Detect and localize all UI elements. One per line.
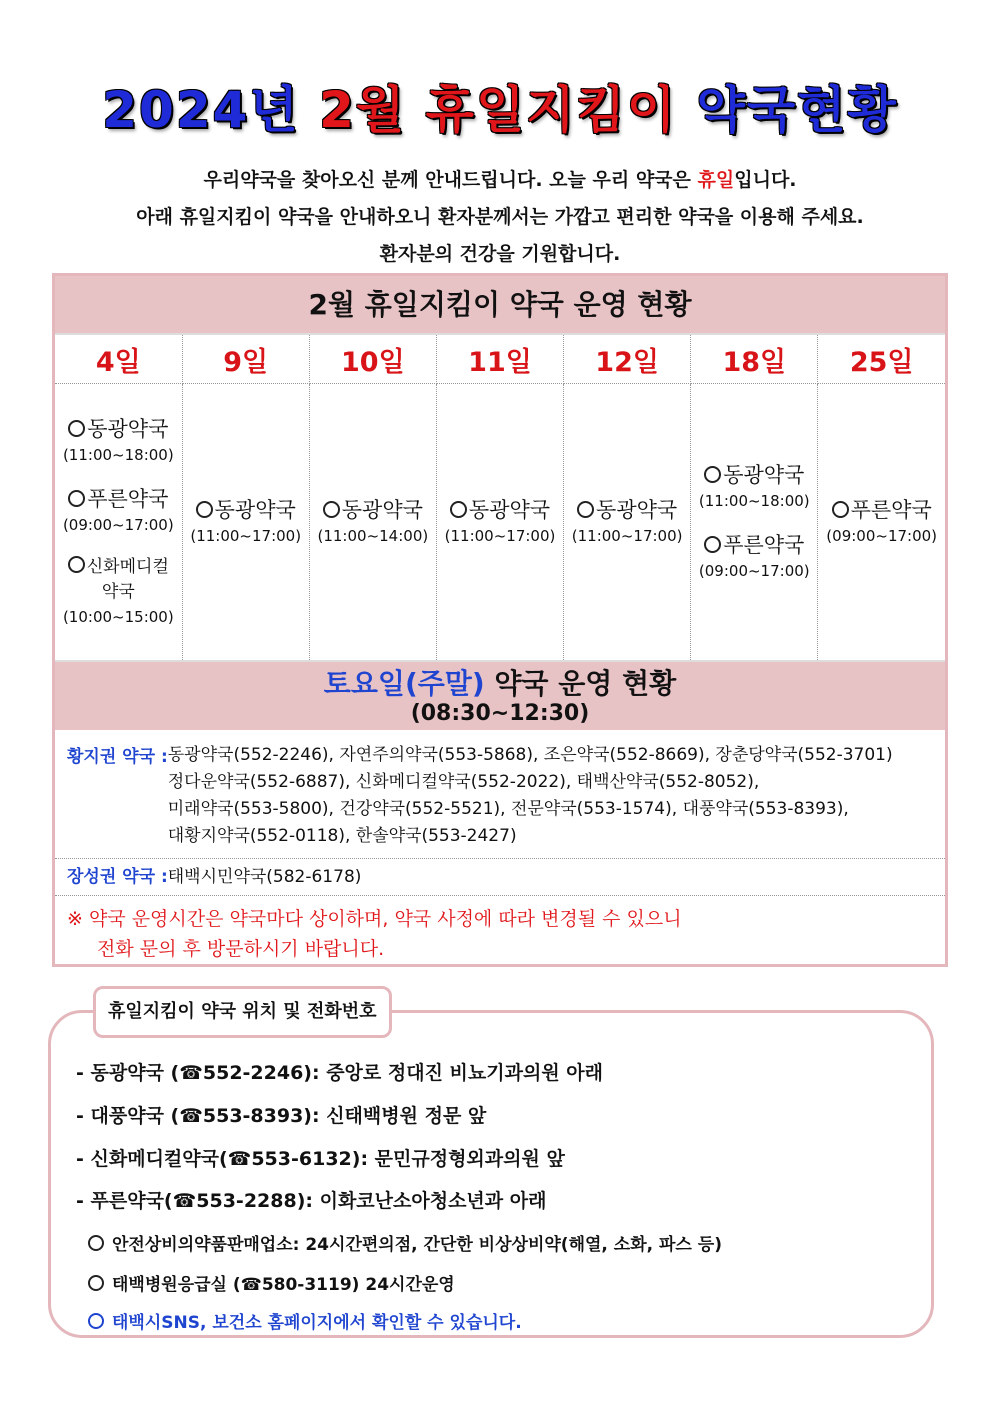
info-item: 안전상비의약품판매업소: 24시간편의점, 간단한 비상상비약(해열, 소화, 파스 등) (88, 1230, 722, 1255)
location-item: - 신화메디컬약국(☎553-6132): 문민규정형외과의원 앞 (76, 1148, 565, 1170)
day-10-pharmacies (309, 384, 436, 661)
day-25: 25일 (818, 335, 945, 384)
day-4-pharmacies (55, 384, 182, 661)
circle-icon (88, 1313, 104, 1329)
pharmacy-name: 동광약국 (596, 498, 678, 522)
info-item-sns: 태백시SNS, 보건소 홈페이지에서 확인할 수 있습니다. (88, 1308, 522, 1333)
day-header-row (55, 335, 945, 384)
day-18: 18일 (691, 335, 818, 384)
pharmacy-hours: (09:00~17:00) (698, 562, 810, 580)
pharmacy-name: 푸른약국 (850, 498, 932, 522)
pharmacy-name: 동광약국 (87, 417, 169, 441)
pharmacy-name: 신화메디컬 (86, 557, 169, 577)
pharmacy-name: 동광약국 (723, 463, 805, 487)
pharmacy-hours: (09:00~17:00) (62, 516, 174, 534)
circle-icon (68, 420, 85, 437)
jangseong-label: 장성권 약국 : (67, 867, 168, 887)
holiday-section-title: 2월 휴일지킴이 약국 운영 현황 (55, 276, 945, 335)
day-12-pharmacies (564, 384, 691, 661)
pharmacy-hours: (11:00~18:00) (698, 492, 810, 510)
location-item: - 대풍약국 (☎553-8393): 신태백병원 정문 앞 (76, 1105, 487, 1127)
circle-icon (450, 501, 467, 518)
hwangji-label: 황지권 약국 : (67, 747, 168, 767)
title-month: 2월 (319, 81, 407, 139)
intro-line-2: 아래 휴일지킴이 약국을 안내하오니 환자분께서는 가깝고 편리한 약국을 이용해 주세요. (136, 206, 864, 228)
pharmacy-hours: (11:00~14:00) (317, 527, 429, 545)
circle-icon (68, 556, 85, 573)
page-title (0, 70, 1000, 142)
jangseong-list: 태백시민약국(582-6178) (167, 867, 362, 887)
pharmacy-hours: (11:00~17:00) (571, 527, 683, 545)
title-pharmacy-status: 약국현황 (696, 81, 898, 139)
hwangji-list: 동광약국(552-2246), 자연주의약국(553-5868), 조은약국(552-8669), 장춘당약국(552-3701) 정다운약국(552-6887), 신화메디컬약국(552-2022), 태백산약국(552-8052), 미래약국(553-5800), 건강약국(552-5521), 전문약국(553-1574), 대풍약국(553-8393), 대황지약국(552-0118), 한솔약국(553-2427) (167, 745, 893, 846)
info-item: 태백병원응급실 (☎580-3119) 24시간운영 (88, 1270, 455, 1295)
pharmacy-hours: (10:00~15:00) (62, 608, 174, 626)
saturday-hours: (08:30~12:30) (410, 701, 590, 726)
location-item: - 푸른약국(☎553-2288): 이화코난소아청소년과 아래 (76, 1190, 547, 1212)
pharmacy-name: 동광약국 (214, 498, 296, 522)
day-4: 4일 (55, 335, 182, 384)
day-11-pharmacies (436, 384, 563, 661)
notice: ※ 약국 운영시간은 약국마다 상이하며, 약국 사정에 따라 변경될 수 있으니 전화 문의 후 방문하시기 바랍니다. (67, 908, 682, 960)
pharmacy-name: 푸른약국 (723, 533, 805, 557)
pharmacy-name: 푸른약국 (87, 487, 169, 511)
circle-icon (88, 1235, 104, 1251)
intro-text (0, 162, 1000, 273)
circle-icon (88, 1275, 104, 1291)
pharmacy-hours: (11:00~17:00) (190, 527, 302, 545)
pharmacy-name: 동광약국 (341, 498, 423, 522)
title-year: 2024년 (102, 81, 300, 139)
hwangji-region (55, 730, 945, 859)
day-18-pharmacies (691, 384, 818, 661)
pharmacy-hours: (09:00~17:00) (826, 527, 938, 545)
day-25-pharmacies (818, 384, 945, 661)
holiday-word: 휴일 (697, 169, 735, 191)
circle-icon (68, 490, 85, 507)
day-9-pharmacies (182, 384, 309, 661)
circle-icon (704, 536, 721, 553)
day-10: 10일 (309, 335, 436, 384)
day-9: 9일 (182, 335, 309, 384)
saturday-label: 토요일(주말) (323, 667, 485, 700)
pharmacy-name: 동광약국 (468, 498, 551, 522)
circle-icon (577, 501, 594, 518)
schedule-frame (52, 273, 948, 967)
circle-icon (704, 466, 721, 483)
pharmacy-hours: (11:00~18:00) (62, 446, 174, 464)
intro-line-1: 우리약국을 찾아오신 분께 안내드립니다. 오늘 우리 약국은 휴일입니다. (203, 169, 797, 191)
pharmacy-row (55, 384, 945, 661)
location-item: - 동광약국 (☎552-2246): 중앙로 정대진 비뇨기과의원 아래 (76, 1062, 604, 1084)
saturday-section-title: 토요일(주말) 약국 운영 현황 (08:30~12:30) (55, 660, 945, 730)
location-title: 휴일지킴이 약국 위치 및 전화번호 (93, 986, 392, 1038)
holiday-schedule-table (55, 335, 945, 660)
day-11: 11일 (436, 335, 563, 384)
intro-line-3: 환자분의 건강을 기원합니다. (379, 243, 621, 265)
pharmacy-hours: (11:00~17:00) (444, 527, 556, 545)
circle-icon (832, 501, 849, 518)
circle-icon (323, 501, 340, 518)
jangseong-region (55, 859, 945, 896)
pharmacy-name-cont: 약국 (101, 582, 135, 602)
title-holiday-keeper: 휴일지킴이 (425, 81, 678, 139)
day-12: 12일 (564, 335, 691, 384)
circle-icon (196, 501, 213, 518)
